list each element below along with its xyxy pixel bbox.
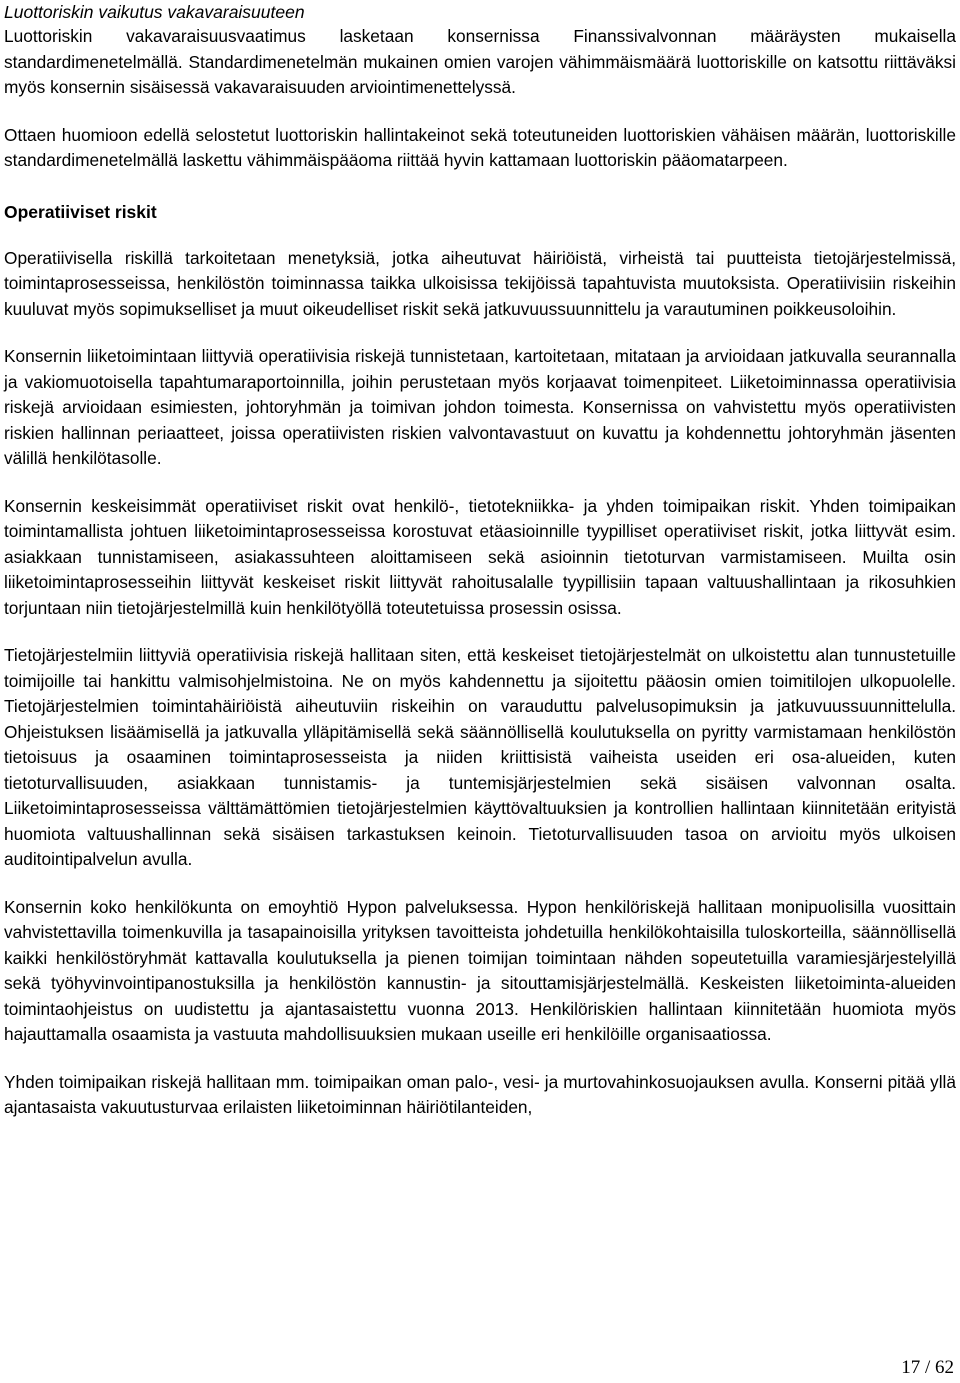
paragraph-personnel-risks: Konsernin koko henkilökunta on emoyhtiö Hypon palveluksessa. Hypon henkilöriskejä hallitaan monipuolisilla vuosittain vahvistettavilla toimenkuvilla ja tasapainoisilla yrityksen tavoitteista johdetuilla henkilökohtaisilla tuloskorteilla, säännöllisellä kaikki henkilöstöryhmät kattavalla koulutuksella ja pienen toimijan toimintaan nähden sopeutetuilla varamiesjärjestelyillä sekä työhyvinvointipanostuksilla ja henkilöstön kannustin- ja sitouttamisjärjestelmällä. Keskeisten liiketoiminta-alueiden toimintaohjeistus on uudistettu ja ajantasaistettu vuonna 2013. Henkilöriskien hallintaan kiinnitetään huomiota myös hajauttamalla osaamista ja vastuuta mahdollisuuksien mukaan useille eri henkilöille organisaatiossa. [4, 896, 956, 1044]
paragraph-key-operational-risks: Konsernin keskeisimmät operatiiviset riskit ovat henkilö-, tietotekniikka- ja yhden toimipaikan riskit. Yhden toimipaikan toimintamallista johtuen liiketoimintaprosesseissa korostuvat etäasioinnille tyypilliset operatiiviset riskit, jotka liittyvät esim. asiakkaan tunnistamiseen, asiakassuhteen aloittamiseen sekä asioinnin tietoturvan varmistamiseen. Muilta osin liiketoimintaprosesseihin liittyvät keskeiset riskit liittyvät rahoitusalalle tyypillisiin tapaan valtuushallintaan ja rikosuhkien torjuntaan niin tietojärjestelmillä kuin henkilötyöllä toteutetuissa prosessin osissa. [4, 495, 956, 618]
paragraph-operational-risk-definition: Operatiivisella riskillä tarkoitetaan menetyksiä, jotka aiheutuvat häiriöistä, virheistä tai puutteista tietojärjestelmissä, toimintaprosesseissa, henkilöstön toiminnassa taikka ulkoisissa tekijöissä tapahtuvista muutoksista. Operatiivisiin riskeihin kuuluvat myös sopimukselliset ja muut oikeudelliset riskit sekä jatkuvuussuunnittelu ja varautuminen poikkeusoloihin. [4, 247, 956, 319]
section-title-operational-risks: Operatiiviset riskit [4, 201, 157, 222]
document-page [4, 0, 956, 1121]
paragraph-credit-risk-requirement: Luottoriskin vakavaraisuusvaatimus lasketaan konsernissa Finanssivalvonnan määräysten mukaisella standardimenetelmällä. Standardimenetelmän mukainen omien varojen vähimmäismäärä luottoriskille on katsottu riittäväksi myös konsernin sisäisessä vakavaraisuuden arviointimenettelyssä. [4, 26, 956, 97]
paragraph-credit-risk-conclusion: Ottaen huomioon edellä selostetut luottoriskin hallintakeinot sekä toteutuneiden luottoriskien vähäisen määrän, luottoriskille standardimenetelmällä laskettu vähimmäispääoma riittää hyvin kattamaan luottoriskin pääomatarpeen. [4, 124, 956, 170]
subheading: Luottoriskin vaikutus vakavaraisuuteen [4, 2, 305, 22]
paragraph-it-system-risks: Tietojärjestelmiin liittyviä operatiivisia riskejä hallitaan siten, että keskeiset tietojärjestelmät on ulkoistettu alan tunnustetuille toimijoille tai hankittu valmisohjelmistoina. Ne on myös kahdennettu ja sijoitettu pääosin omien toimitilojen ulkopuolelle. Tietojärjestelmien toimintahäiriöistä aiheutuviin riskeihin on varauduttu palvelusopimuksin ja jatkuvuussuunnittelulla. Ohjeistuksen lisäämisellä ja jatkuvalla ylläpitämisellä sekä säännöllisellä koulutuksella on pyritty varmistamaan henkilöstön tietoisuus ja osaaminen toimintaprosesseista ja niiden kriittisistä vaiheista useiden eri osa-alueiden, kuten tietoturvallisuuden, asiakkaan tunnistamis- ja tuntemisjärjestelmien sekä sisäisen valvonnan osalta. Liiketoimintaprosesseissa välttämättömien tietojärjestelmien käyttövaltuuksien ja kontrollien hallintaan kiinnitetään erityistä huomiota valtuushallinnan sekä sisäisen tarkastuksen keinoin. Tietoturvallisuuden tasoa on arvioitu myös ulkoisen auditointipalvelun avulla. [4, 645, 956, 869]
paragraph-single-location-risks: Yhden toimipaikan riskejä hallitaan mm. toimipaikan oman palo-, vesi- ja murtovahinkosuojauksen avulla. Konserni pitää yllä ajantasaista vakuutusturvaa erilaisten liiketoiminnan häiriötilanteiden, [4, 1071, 956, 1117]
page-number: 17 / 62 [901, 1357, 954, 1378]
paragraph-operational-risk-identification: Konsernin liiketoimintaan liittyviä operatiivisia riskejä tunnistetaan, kartoitetaan, mitataan ja arvioidaan jatkuvalla seurannalla ja vakiomuotoisella tapahtumaraportoinnilla, joihin perustetaan myös korjaavat toimenpiteet. Liiketoiminnassa operatiivisia riskejä arvioidaan esimiesten, johtoryhmän ja toimivan johdon toimesta. Konsernissa on vahvistettu myös operatiivisten riskien hallinnan periaatteet, joissa operatiivisten riskien valvontavastuut on kuvattu ja kohdennettu johtoryhmän jäsenten välillä henkilötasolle. [4, 346, 956, 468]
